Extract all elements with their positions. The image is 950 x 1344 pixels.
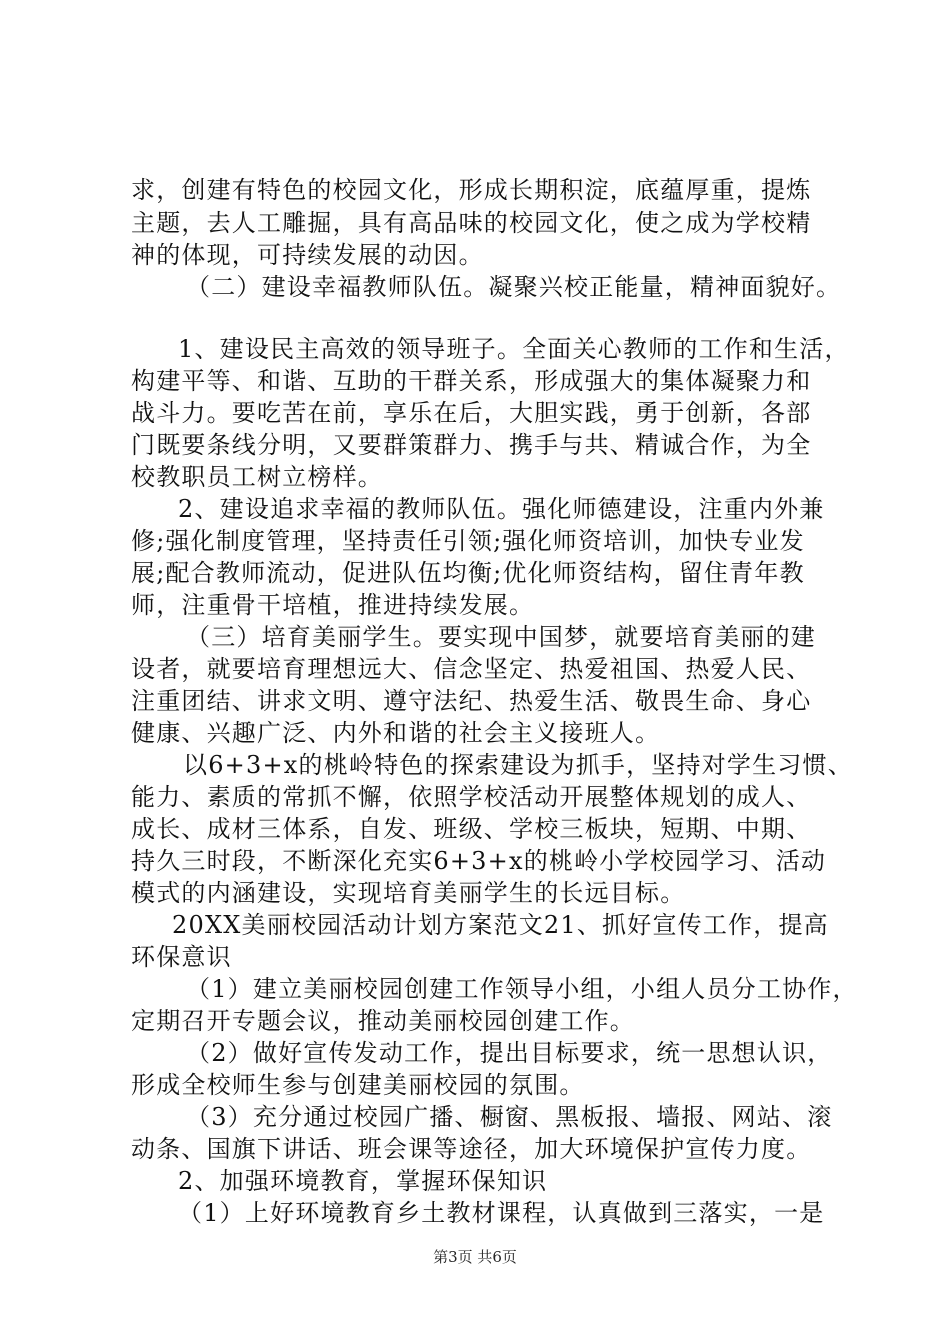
text-line: 师，注重骨干培植，推进持续发展。: [131, 591, 535, 619]
text-line: 战斗力。要吃苦在前，享乐在后，大胆实践，勇于创新，各部: [131, 399, 812, 427]
text-line: 求，创建有特色的校园文化，形成长期积淀，底蕴厚重，提炼: [131, 176, 812, 204]
text-line: 展;配合教师流动，促进队伍均衡;优化师资结构，留住青年教: [131, 559, 805, 587]
text-line: 成长、成材三体系，自发、班级、学校三板块，短期、中期、: [131, 815, 812, 843]
text-line: （2）做好宣传发动工作，提出目标要求，统一思想认识，: [186, 1039, 833, 1067]
text-line: 注重团结、讲求文明、遵守法纪、热爱生活、敬畏生命、身心: [131, 687, 812, 715]
text-line: 1、建设民主高效的领导班子。全面关心教师的工作和生活，: [178, 335, 850, 363]
text-line: （3）充分通过校园广播、橱窗、黑板报、墙报、网站、滚: [186, 1103, 833, 1131]
text-line: 持久三时段，不断深化充实6+3+x的桃岭小学校园学习、活动: [131, 847, 827, 875]
text-line: 校教职员工树立榜样。: [131, 463, 383, 491]
text-line: 构建平等、和谐、互助的干群关系，形成强大的集体凝聚力和: [131, 367, 812, 395]
text-line: 2、建设追求幸福的教师队伍。强化师德建设，注重内外兼: [178, 495, 825, 523]
text-line: 以6+3+x的桃岭特色的探索建设为抓手，坚持对学生习惯、: [183, 751, 853, 779]
text-line: （三）培育美丽学生。要实现中国梦，就要培育美丽的建: [186, 623, 816, 651]
text-line: 能力、素质的常抓不懈，依照学校活动开展整体规划的成人、: [131, 783, 812, 811]
text-line: 模式的内涵建设，实现培育美丽学生的长远目标。: [131, 879, 686, 907]
page-number: 第3页 共6页: [433, 1248, 517, 1266]
text-line: 环保意识: [131, 943, 232, 971]
text-line: 设者，就要培育理想远大、信念坚定、热爱祖国、热爱人民、: [131, 655, 812, 683]
text-line: （1）上好环境教育乡土教材课程，认真做到三落实，一是: [178, 1199, 825, 1227]
text-line: 修;强化制度管理，坚持责任引领;强化师资培训，加快专业发: [131, 527, 805, 555]
text-line: （二）建设幸福教师队伍。凝聚兴校正能量，精神面貌好。: [186, 273, 842, 301]
text-line: 定期召开专题会议，推动美丽校园创建工作。: [131, 1007, 635, 1035]
text-line: 健康、兴趣广泛、内外和谐的社会主义接班人。: [131, 719, 661, 747]
text-line: 神的体现，可持续发展的动因。: [131, 241, 484, 269]
text-line: （1）建立美丽校园创建工作领导小组，小组人员分工协作，: [186, 975, 858, 1003]
text-line: 门既要条线分明，又要群策群力、携手与共、精诚合作，为全: [131, 431, 812, 459]
text-line: 形成全校师生参与创建美丽校园的氛围。: [131, 1071, 585, 1099]
text-line: 2、加强环境教育，掌握环保知识: [178, 1167, 548, 1195]
text-line: 主题，去人工雕掘，具有高品味的校园文化，使之成为学校精: [131, 209, 812, 237]
text-line: 20XX美丽校园活动计划方案范文21、抓好宣传工作，提高: [172, 911, 829, 939]
text-line: 动条、国旗下讲话、班会课等途径，加大环境保护宣传力度。: [131, 1135, 812, 1163]
